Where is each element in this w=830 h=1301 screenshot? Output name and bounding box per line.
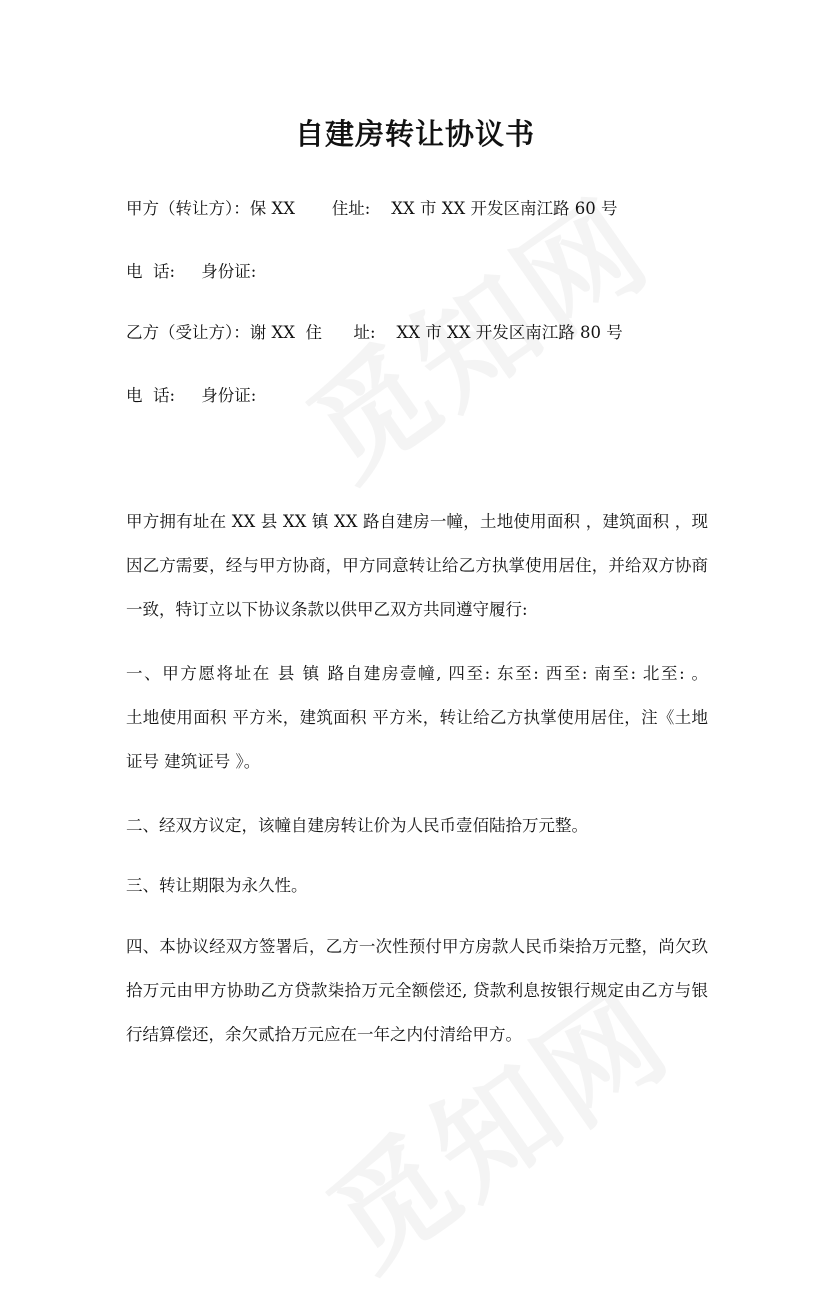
document-title: 自建房转让协议书 [294,117,535,151]
text-line: 证号 建筑证号 》。 [126,752,261,771]
clause-2 [126,804,708,848]
text-line: 四、本协议经双方签署后，乙方一次性预付甲方房款人民币柒拾万元整，尚欠玖 [126,937,708,956]
clause-4 [126,925,708,1057]
clause-1 [126,652,708,784]
text-line: 一致，特订立以下协议条款以供甲乙双方共同遵守履行: [126,600,528,619]
party-b-line: 乙方（受让方）：谢 XX 住 址: XX 市 XX 开发区南江路 80 号 [126,323,623,342]
party-a-contact-line: 电 话: 身份证: [126,262,257,281]
text-line: 一、甲方愿将址在 县 镇 路自建房壹幢, 四至: 东至: 西至: 南至: 北至: 。 [126,664,708,683]
party-a-line: 甲方（转让方）：保 XX 住址: XX 市 XX 开发区南江路 60 号 [126,199,618,218]
text-line: 土地使用面积 平方米，建筑面积 平方米，转让给乙方执掌使用居住，注《土地 [126,708,708,727]
text-line: 三、转让期限为永久性。 [126,876,308,895]
intro-paragraph [126,500,708,632]
clause-3 [126,864,708,908]
text-line: 因乙方需要，经与甲方协商，甲方同意转让给乙方执掌使用居住，并给双方协商 [126,556,708,575]
text-line: 二、经双方议定，该幢自建房转让价为人民币壹佰陆拾万元整。 [126,816,588,835]
text-line: 行结算偿还，余欠贰拾万元应在一年之内付清给甲方。 [126,1025,522,1044]
text-line: 拾万元由甲方协助乙方贷款柒拾万元全额偿还, 贷款利息按银行规定由乙方与银 [126,981,708,1000]
text-line: 甲方拥有址在 XX 县 XX 镇 XX 路自建房一幢，土地使用面积 ，建筑面积 ，现 [126,512,708,531]
party-b-contact-line: 电 话: 身份证: [126,386,257,405]
